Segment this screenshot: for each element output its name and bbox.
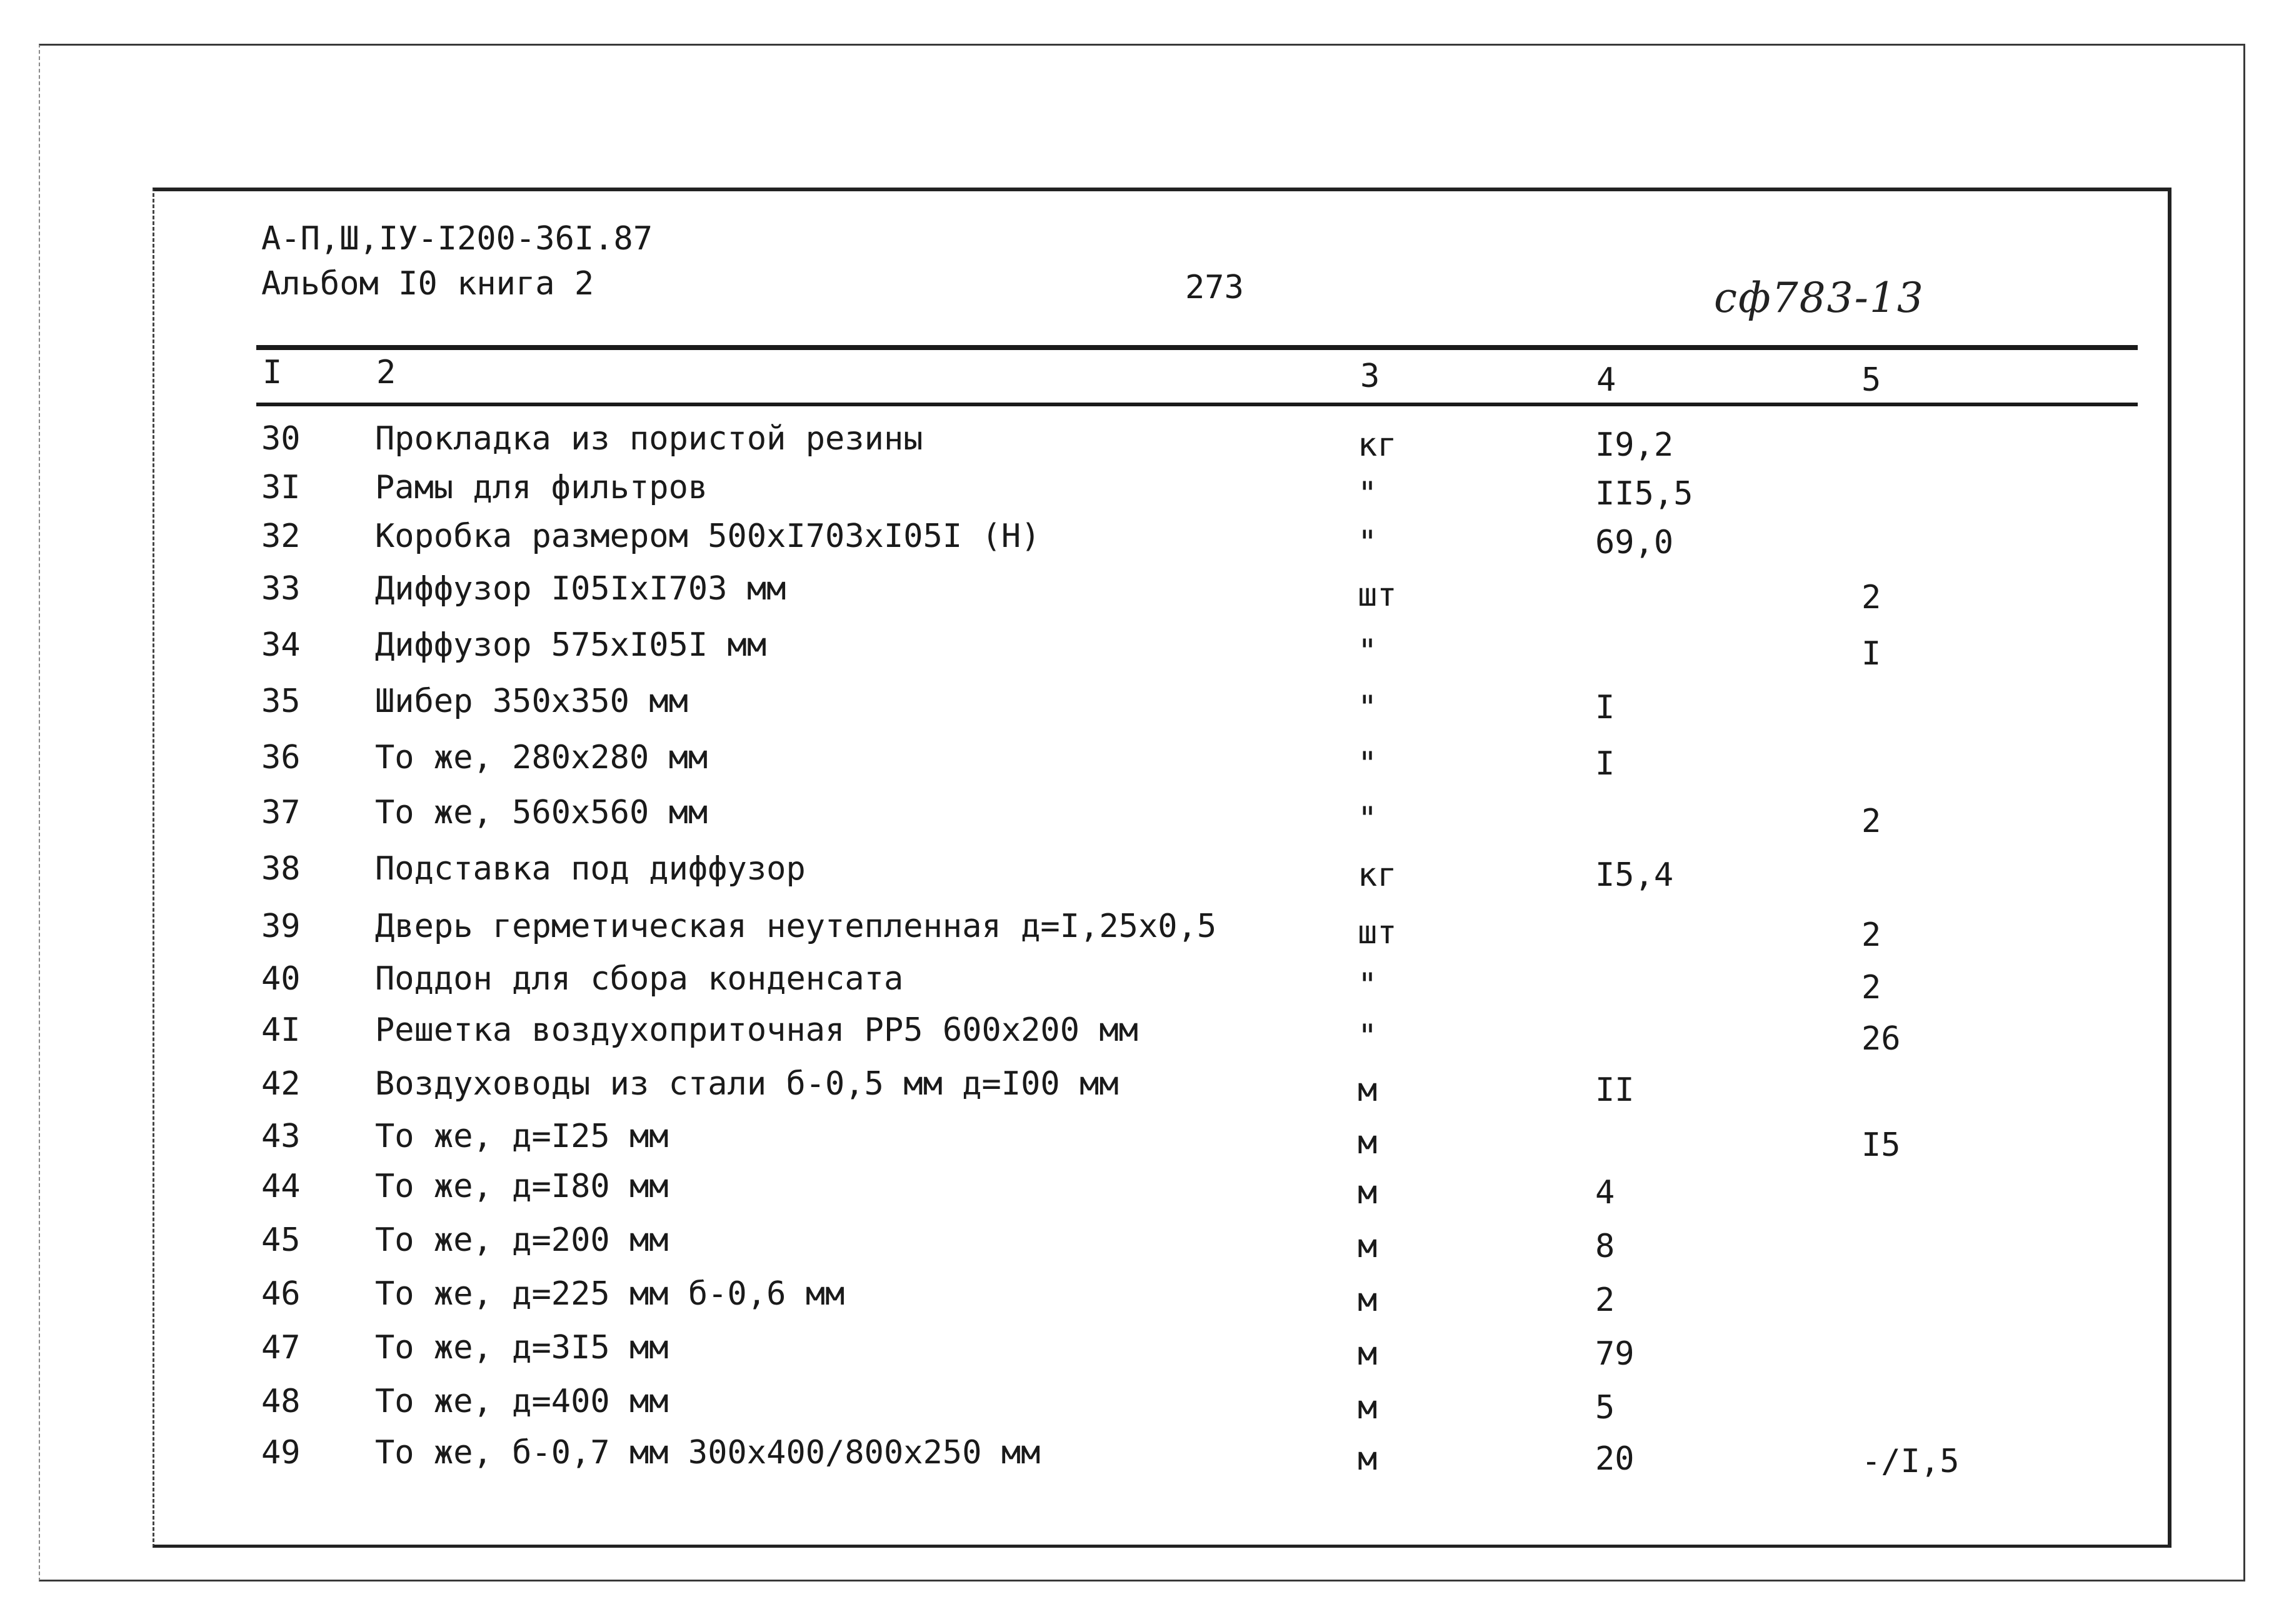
item-unit: кг [1358, 856, 1397, 894]
item-unit: м [1358, 1440, 1378, 1478]
quantity-col5: 2 [1861, 969, 1881, 1006]
table-row [0, 959, 2289, 1006]
item-name: Шибер 350x350 мм [375, 683, 688, 720]
item-unit: " [1358, 475, 1378, 513]
quantity-col5: -/I,5 [1861, 1443, 1960, 1480]
column-header-2: 2 [376, 354, 396, 391]
table-row [0, 419, 2289, 464]
quantity-col5: 2 [1861, 803, 1881, 840]
item-unit: м [1358, 1071, 1378, 1109]
quantity-col5: 2 [1861, 916, 1881, 954]
row-number: 45 [261, 1221, 301, 1259]
row-number: 36 [261, 739, 301, 776]
quantity-col5: 26 [1861, 1020, 1901, 1058]
item-unit: " [1358, 745, 1378, 783]
item-name: То же, д=400 мм [375, 1383, 669, 1420]
item-unit: шт [1358, 576, 1397, 614]
table-row [0, 1010, 2289, 1058]
item-unit: " [1358, 689, 1378, 726]
quantity-col4: 79 [1595, 1335, 1635, 1373]
table-row [0, 681, 2289, 726]
table-row [0, 516, 2289, 561]
table-row [0, 1166, 2289, 1211]
column-header-4: 4 [1596, 361, 1616, 399]
table-row [0, 738, 2289, 783]
item-unit: м [1358, 1174, 1378, 1211]
item-name: То же, 560x560 мм [375, 794, 708, 831]
column-header-3: 3 [1360, 358, 1380, 395]
row-number: 34 [261, 626, 301, 664]
item-unit: шт [1358, 914, 1397, 951]
item-name: То же, д=I25 мм [375, 1118, 669, 1155]
item-unit: м [1358, 1124, 1378, 1161]
table-row [0, 1381, 2289, 1426]
row-number: 3I [261, 469, 301, 506]
row-number: 37 [261, 794, 301, 831]
item-unit: " [1358, 800, 1378, 838]
table-row [0, 793, 2289, 840]
quantity-col4: II5,5 [1595, 475, 1693, 513]
quantity-col4: I [1595, 689, 1615, 726]
item-unit: м [1358, 1281, 1378, 1319]
item-name: Коробка размером 500xI703xI05I (H) [375, 518, 1041, 555]
item-name: Подставка под диффузор [375, 850, 806, 888]
table-row [0, 1433, 2289, 1480]
item-unit: " [1358, 524, 1378, 561]
table-row [0, 1328, 2289, 1373]
item-name: Диффузор I05IxI703 мм [375, 570, 786, 608]
item-unit: " [1358, 966, 1378, 1004]
row-number: 33 [261, 570, 301, 608]
row-number: 32 [261, 518, 301, 555]
row-number: 48 [261, 1383, 301, 1420]
row-number: 46 [261, 1275, 301, 1313]
table-row [0, 569, 2289, 616]
quantity-col4: I5,4 [1595, 856, 1674, 894]
table-header-rule [256, 403, 2138, 406]
table-row [0, 849, 2289, 894]
item-name: То же, 280x280 мм [375, 739, 708, 776]
quantity-col4: 20 [1595, 1440, 1635, 1478]
table-top-rule [256, 345, 2138, 350]
row-number: 40 [261, 960, 301, 998]
quantity-col4: I9,2 [1595, 426, 1674, 464]
table-row [0, 1116, 2289, 1164]
item-name: Решетка воздухоприточная РР5 600x200 мм [375, 1011, 1138, 1049]
quantity-col4: 8 [1595, 1228, 1615, 1265]
item-name: Рамы для фильтров [375, 469, 708, 506]
row-number: 47 [261, 1329, 301, 1366]
quantity-col4: 69,0 [1595, 524, 1674, 561]
row-number: 4I [261, 1011, 301, 1049]
row-number: 43 [261, 1118, 301, 1155]
quantity-col4: 5 [1595, 1389, 1615, 1426]
quantity-col5: 2 [1861, 579, 1881, 616]
table-row [0, 468, 2289, 513]
item-name: То же, д=3I5 мм [375, 1329, 669, 1366]
row-number: 38 [261, 850, 301, 888]
row-number: 39 [261, 908, 301, 945]
row-number: 44 [261, 1168, 301, 1205]
table-row [0, 625, 2289, 673]
table-row [0, 1064, 2289, 1109]
item-name: Дверь герметическая неутепленная д=I,25x0,5 [375, 908, 1217, 945]
row-number: 30 [261, 420, 301, 458]
row-number: 42 [261, 1065, 301, 1103]
item-name: То же, д=200 мм [375, 1221, 669, 1259]
item-name: То же, д=225 мм б-0,6 мм [375, 1275, 845, 1313]
page-number: 273 [1185, 269, 1244, 306]
item-name: Диффузор 575xI05I мм [375, 626, 767, 664]
item-name: Воздуховоды из стали б-0,5 мм д=I00 мм [375, 1065, 1119, 1103]
item-name: То же, б-0,7 мм 300x400/800x250 мм [375, 1434, 1041, 1471]
item-unit: м [1358, 1228, 1378, 1265]
quantity-col5: I5 [1861, 1126, 1901, 1164]
item-unit: кг [1358, 426, 1397, 464]
item-unit: " [1358, 1018, 1378, 1055]
quantity-col5: I [1861, 635, 1881, 673]
table-row [0, 906, 2289, 954]
quantity-col4: 4 [1595, 1174, 1615, 1211]
album-info: Альбом I0 книга 2 [261, 265, 594, 303]
column-header-5: 5 [1861, 361, 1881, 399]
quantity-col4: II [1595, 1071, 1635, 1109]
document-code: А-П,Ш,IУ-I200-36I.87 [261, 220, 653, 258]
item-unit: м [1358, 1335, 1378, 1373]
sheet-reference: сф783-13 [1714, 274, 1925, 322]
item-name: Поддон для сбора конденсата [375, 960, 904, 998]
column-header-1: I [263, 354, 283, 391]
table-row [0, 1274, 2289, 1319]
row-number: 49 [261, 1434, 301, 1471]
table-row [0, 1220, 2289, 1265]
item-unit: м [1358, 1389, 1378, 1426]
quantity-col4: 2 [1595, 1281, 1615, 1319]
item-name: Прокладка из пористой резины [375, 420, 923, 458]
row-number: 35 [261, 683, 301, 720]
item-name: То же, д=I80 мм [375, 1168, 669, 1205]
quantity-col4: I [1595, 745, 1615, 783]
item-unit: " [1358, 633, 1378, 670]
